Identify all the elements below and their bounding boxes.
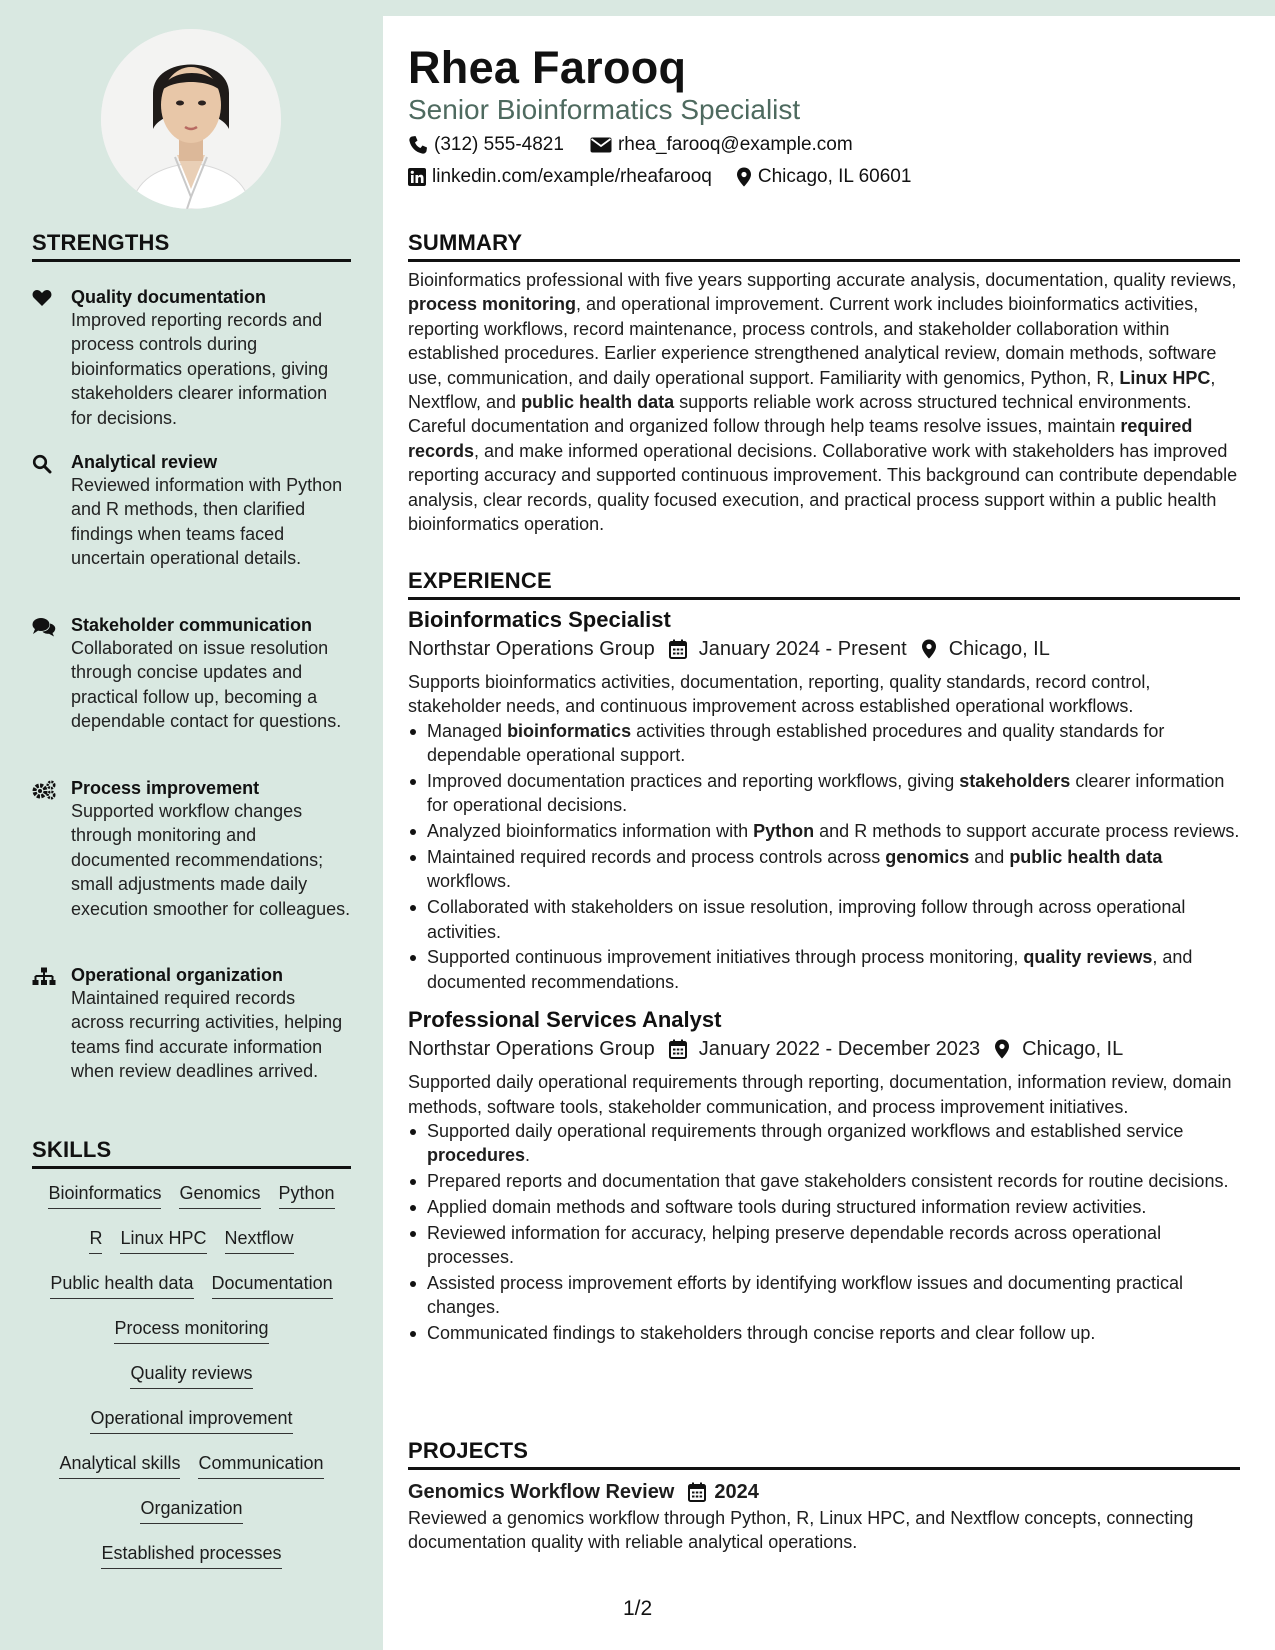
summary-keyword: process monitoring bbox=[408, 294, 577, 315]
strength-title: Process improvement bbox=[71, 778, 260, 798]
bullet-text: Collaborated with stakeholders on issue resolution, improving follow through across operational activities. bbox=[427, 897, 1186, 942]
skills-row bbox=[32, 1449, 351, 1494]
linkedin-icon bbox=[408, 168, 426, 186]
candidate-role: Senior Bioinformatics Specialist bbox=[408, 94, 801, 125]
envelope-icon bbox=[590, 136, 612, 154]
bullet-text: Applied domain methods and software tools during structured information review activities. bbox=[427, 1197, 1147, 1218]
bullet-text: Improved documentation practices and reporting workflows, giving bbox=[427, 771, 960, 792]
bullet-text: , and documented recommendations. bbox=[427, 947, 1193, 992]
skill-tag: Process monitoring bbox=[114, 1314, 268, 1344]
comments-icon bbox=[32, 617, 54, 637]
sitemap-icon bbox=[32, 967, 54, 987]
top-band bbox=[383, 0, 1275, 16]
list-item bbox=[408, 1271, 1240, 1320]
list-item bbox=[408, 1169, 1240, 1193]
job-dates: January 2022 - December 2023 bbox=[698, 1038, 981, 1061]
summary-keyword: required records bbox=[408, 416, 1193, 461]
skills-row bbox=[32, 1224, 351, 1269]
bullet-text: workflows. bbox=[427, 871, 512, 892]
skills-row bbox=[32, 1494, 351, 1539]
strength-item bbox=[32, 964, 351, 1084]
contact-line-1 bbox=[408, 134, 853, 156]
skill-tag: Organization bbox=[140, 1494, 242, 1524]
bullet-text: Prepared reports and documentation that gave stakeholders consistent records for routine decisions. bbox=[427, 1171, 1229, 1192]
email-link[interactable]: rhea_farooq@example.com bbox=[617, 134, 853, 155]
candidate-name: Rhea Farooq bbox=[408, 42, 687, 93]
strength-title: Quality documentation bbox=[71, 287, 267, 307]
bullet-keyword: Python bbox=[753, 821, 815, 842]
skills-row bbox=[32, 1539, 351, 1584]
job-entry bbox=[408, 1006, 1240, 1345]
bullet-text: . bbox=[525, 1145, 531, 1166]
strength-item bbox=[32, 777, 351, 921]
bullet-keyword: procedures bbox=[427, 1145, 526, 1166]
strength-item bbox=[32, 286, 351, 430]
job-location: Chicago, IL bbox=[1022, 1038, 1124, 1061]
skill-tag: Linux HPC bbox=[120, 1224, 206, 1254]
skills-row bbox=[32, 1179, 351, 1224]
strength-item bbox=[32, 614, 351, 734]
job-meta bbox=[408, 1034, 1240, 1064]
skills-section bbox=[32, 1137, 351, 1584]
bullet-text: Supported continuous improvement initiatives through process monitoring, bbox=[427, 947, 1024, 968]
skills-row bbox=[32, 1269, 351, 1314]
location-pin-icon bbox=[736, 167, 752, 187]
job-location: Chicago, IL bbox=[948, 638, 1050, 660]
bullet-text: Assisted process improvement efforts by identifying workflow issues and documenting practical changes. bbox=[427, 1273, 1184, 1318]
calendar-icon bbox=[669, 639, 687, 659]
strength-description: Reviewed information with Python and R methods, then clarified findings when teams faced uncertain operational details. bbox=[71, 475, 343, 569]
job-meta bbox=[408, 634, 1240, 664]
bullet-text: clearer information for operational decisions. bbox=[427, 771, 1225, 816]
skill-tag: Established processes bbox=[101, 1539, 281, 1569]
bullet-keyword: quality reviews bbox=[1023, 947, 1153, 968]
list-item bbox=[408, 845, 1240, 894]
phone-icon bbox=[408, 135, 428, 155]
strength-title: Stakeholder communication bbox=[71, 615, 313, 635]
bullet-text: Supported daily operational requirements through organized workflows and established service bbox=[427, 1121, 1184, 1142]
summary-heading: SUMMARY bbox=[408, 230, 1240, 262]
summary-keyword: Linux HPC bbox=[1119, 367, 1211, 388]
strengths-heading: STRENGTHS bbox=[32, 230, 351, 262]
skills-list bbox=[32, 1179, 351, 1584]
bullet-text: and bbox=[969, 847, 1010, 868]
bullet-keyword: public health data bbox=[1009, 847, 1163, 868]
job-summary: Supports bioinformatics activities, documentation, reporting, quality standards, record control, stakeholder needs, and continuous improvement across established operational workflows. bbox=[408, 672, 1151, 717]
skill-tag: Operational improvement bbox=[90, 1404, 292, 1434]
bullet-text: Managed bbox=[427, 720, 508, 741]
list-item bbox=[408, 945, 1240, 994]
project-entry bbox=[408, 1478, 1240, 1555]
strength-description: Supported workflow changes through monitoring and documented recommendations; small adjustments made daily execution smoother for colleagues. bbox=[71, 801, 351, 919]
job-company: Northstar Operations Group bbox=[408, 1038, 655, 1061]
skills-row bbox=[32, 1359, 351, 1404]
skill-tag: Genomics bbox=[179, 1179, 260, 1209]
gears-icon bbox=[32, 780, 54, 800]
location-text: Chicago, IL 60601 bbox=[757, 166, 912, 187]
skills-row bbox=[32, 1404, 351, 1449]
skill-tag: Communication bbox=[198, 1449, 323, 1479]
list-item bbox=[408, 719, 1240, 768]
skill-tag: Bioinformatics bbox=[48, 1179, 161, 1209]
strength-description: Collaborated on issue resolution through concise updates and practical follow up, becoming a dependable contact for questions. bbox=[71, 638, 342, 732]
profile-photo bbox=[101, 29, 281, 209]
bullet-keyword: genomics bbox=[885, 847, 970, 868]
summary-fragment: supports reliable work across structured technical environments. Careful documentation and organized follow through help teams resolve issues, maintain bbox=[408, 392, 1192, 437]
job-bullets bbox=[408, 1119, 1240, 1346]
list-item bbox=[408, 1221, 1240, 1270]
bullet-text: activities through established procedures and quality standards for dependable operational support. bbox=[427, 720, 1165, 766]
list-item bbox=[408, 769, 1240, 818]
experience-heading: EXPERIENCE bbox=[408, 568, 1240, 600]
list-item bbox=[408, 1195, 1240, 1219]
location-pin-icon bbox=[921, 639, 937, 659]
bullet-text: and R methods to support accurate process reviews. bbox=[814, 821, 1240, 842]
strength-description: Maintained required records across recurring activities, helping teams find accurate information when review deadlines arrived. bbox=[71, 988, 343, 1082]
projects-section bbox=[408, 1438, 1240, 1555]
summary-fragment: , and make informed operational decisions. Collaborative work with stakeholders has improved reporting accuracy and supported continuous improvement. This background can contribute dependable analysis, clear records, quality focused execution, and practical process support within a public health bioinformatics operation. bbox=[408, 440, 1238, 535]
summary-text bbox=[408, 268, 1240, 536]
strength-description: Improved reporting records and process controls during bioinformatics operations, giving stakeholders clearer information for decisions. bbox=[71, 310, 329, 428]
location-pin-icon bbox=[994, 1039, 1010, 1059]
skills-heading: SKILLS bbox=[32, 1137, 351, 1169]
job-title: Professional Services Analyst bbox=[408, 1007, 722, 1033]
skill-tag: Python bbox=[279, 1179, 335, 1209]
job-title: Bioinformatics Specialist bbox=[408, 607, 671, 632]
strength-title: Operational organization bbox=[71, 965, 284, 985]
linkedin-link[interactable]: linkedin.com/example/rheafarooq bbox=[432, 166, 712, 187]
calendar-icon bbox=[669, 1039, 687, 1059]
experience-section bbox=[408, 568, 1240, 1347]
strengths-section bbox=[32, 230, 351, 262]
skill-tag: Nextflow bbox=[225, 1224, 294, 1254]
bullet-keyword: bioinformatics bbox=[507, 720, 632, 741]
summary-fragment: Bioinformatics professional with five years supporting accurate analysis, documentation, quality reviews, bbox=[408, 270, 1237, 290]
heart-icon bbox=[32, 289, 54, 309]
page-number: 1/2 bbox=[623, 1597, 653, 1620]
bullet-text: Analyzed bioinformatics information with bbox=[427, 821, 754, 842]
strength-title: Analytical review bbox=[71, 452, 218, 472]
job-dates: January 2024 - Present bbox=[698, 638, 907, 660]
list-item bbox=[408, 1119, 1240, 1168]
project-title: Genomics Workflow Review bbox=[408, 1481, 675, 1503]
skill-tag: Documentation bbox=[212, 1269, 333, 1299]
summary-keyword: public health data bbox=[521, 392, 675, 413]
calendar-icon bbox=[688, 1482, 706, 1502]
phone-link[interactable]: (312) 555-4821 bbox=[434, 134, 564, 155]
skill-tag: R bbox=[89, 1224, 102, 1254]
contact-line-2 bbox=[408, 166, 911, 188]
job-bullets bbox=[408, 719, 1240, 994]
summary-fragment: , and operational improvement. Current work includes bioinformatics activities, reporting workflows, record maintenance, process controls, and stakeholder collaboration within established procedures. Earlier experience strengthened analytical review, domain methods, software use, communication, and daily operational support. Familiarity with genomics, Python, R, bbox=[408, 294, 1217, 388]
summary-section bbox=[408, 230, 1240, 536]
bullet-text: Maintained required records and process controls across bbox=[427, 847, 886, 868]
bullet-text: Reviewed information for accuracy, helping preserve dependable records across operational processes. bbox=[427, 1222, 1162, 1268]
search-icon bbox=[32, 454, 54, 474]
job-company: Northstar Operations Group bbox=[408, 638, 655, 660]
bullet-keyword: stakeholders bbox=[959, 771, 1071, 792]
project-title-line bbox=[408, 1478, 1240, 1506]
strength-item bbox=[32, 451, 351, 571]
skills-row bbox=[32, 1314, 351, 1359]
project-year: 2024 bbox=[714, 1481, 759, 1503]
job-summary: Supported daily operational requirements through reporting, documentation, information review, domain methods, software tools, stakeholder communication, and process improvement initiatives. bbox=[408, 1072, 1232, 1117]
list-item bbox=[408, 895, 1240, 944]
summary-fragment: , Nextflow, and bbox=[408, 367, 1216, 413]
projects-heading: PROJECTS bbox=[408, 1438, 1240, 1470]
bullet-text: Communicated findings to stakeholders through concise reports and clear follow up. bbox=[427, 1323, 1096, 1344]
skill-tag: Analytical skills bbox=[59, 1449, 180, 1479]
list-item bbox=[408, 1321, 1240, 1345]
job-entry bbox=[408, 606, 1240, 994]
project-description: Reviewed a genomics workflow through Python, R, Linux HPC, and Nextflow concepts, connecting documentation quality with reliable analytical operations. bbox=[408, 1508, 1194, 1553]
list-item bbox=[408, 819, 1240, 843]
skill-tag: Quality reviews bbox=[130, 1359, 252, 1389]
skill-tag: Public health data bbox=[50, 1269, 193, 1299]
